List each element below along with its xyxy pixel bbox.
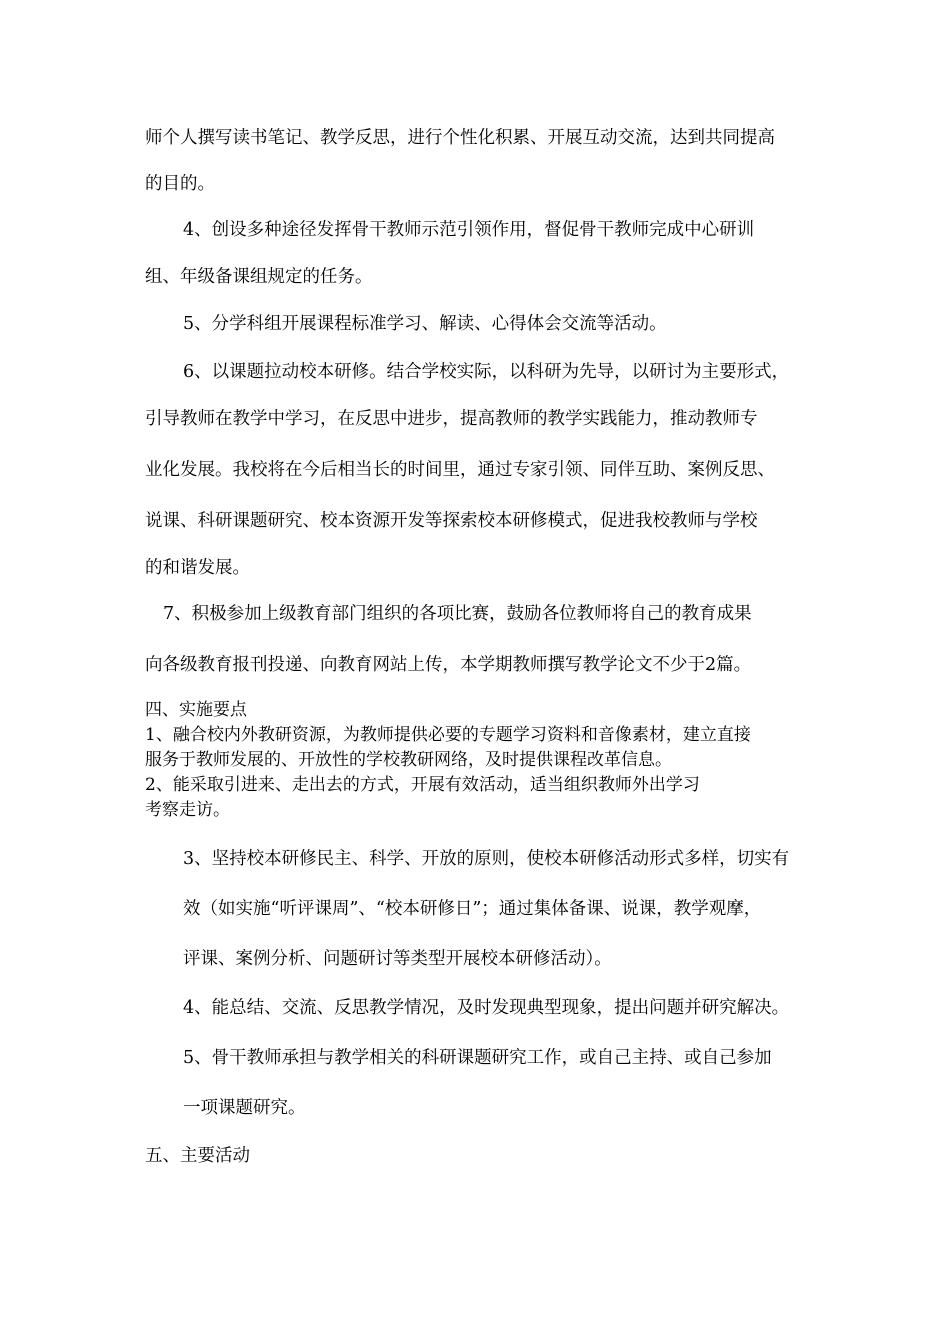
- body-line: 的和谐发展。: [145, 558, 250, 578]
- body-line: 7、积极参加上级教育部门组织的各项比赛，鼓励各位教师将自己的教育成果: [163, 604, 752, 624]
- body-line: 5、骨干教师承担与教学相关的科研课题研究工作，或自己主持、或自己参加: [183, 1048, 772, 1068]
- body-line: 业化发展。我校将在今后相当长的时间里，通过专家引领、同伴互助、案例反思、: [145, 460, 775, 480]
- body-line: 1、融合校内外教研资源，为教师提供必要的专题学习资料和音像素材，建立直接: [145, 725, 751, 745]
- body-line: 4、能总结、交流、反思教学情况，及时发现典型现象，提出问题并研究解决。: [183, 998, 790, 1018]
- body-line: 6、以课题拉动校本研修。结合学校实际，以科研为先导，以研讨为主要形式，: [183, 362, 790, 382]
- body-line: 组、年级备课组规定的任务。: [145, 267, 373, 287]
- body-line: 3、坚持校本研修民主、科学、开放的原则，使校本研修活动形式多样，切实有: [183, 849, 790, 869]
- body-line: 4、创设多种途径发挥骨干教师示范引领作用，督促骨干教师完成中心研训: [183, 220, 755, 240]
- body-line: 5、分学科组开展课程标准学习、解读、心得体会交流等活动。: [183, 314, 667, 334]
- body-line: 考察走访。: [145, 800, 230, 820]
- body-line: 说课、科研课题研究、校本资源开发等探索校本研修模式，促进我校教师与学校: [145, 511, 758, 531]
- body-line: 向各级教育报刊投递、向教育网站上传，本学期教师撰写教学论文不少于2篇。: [145, 655, 752, 675]
- body-line: 的目的。: [145, 174, 215, 194]
- body-line: 效（如实施“听评课周”、“校本研修日”；通过集体备课、说课，教学观摩，: [183, 899, 762, 919]
- body-line: 服务于教师发展的、开放性的学校教研网络，及时提供课程改革信息。: [145, 750, 672, 770]
- body-line: 师个人撰写读书笔记、教学反思，进行个性化积累、开展互动交流，达到共同提高: [145, 128, 775, 148]
- body-line: 一项课题研究。: [183, 1098, 306, 1118]
- body-line: 2、能采取引进来、走出去的方式，开展有效活动，适当组织教师外出学习: [145, 775, 700, 795]
- body-line: 评课、案例分析、问题研讨等类型开展校本研修活动）。: [183, 949, 612, 969]
- section-heading: 四、实施要点: [145, 700, 247, 720]
- section-heading: 五、主要活动: [145, 1146, 250, 1166]
- body-line: 引导教师在教学中学习，在反思中进步，提高教师的教学实践能力，推动教师专: [145, 409, 758, 429]
